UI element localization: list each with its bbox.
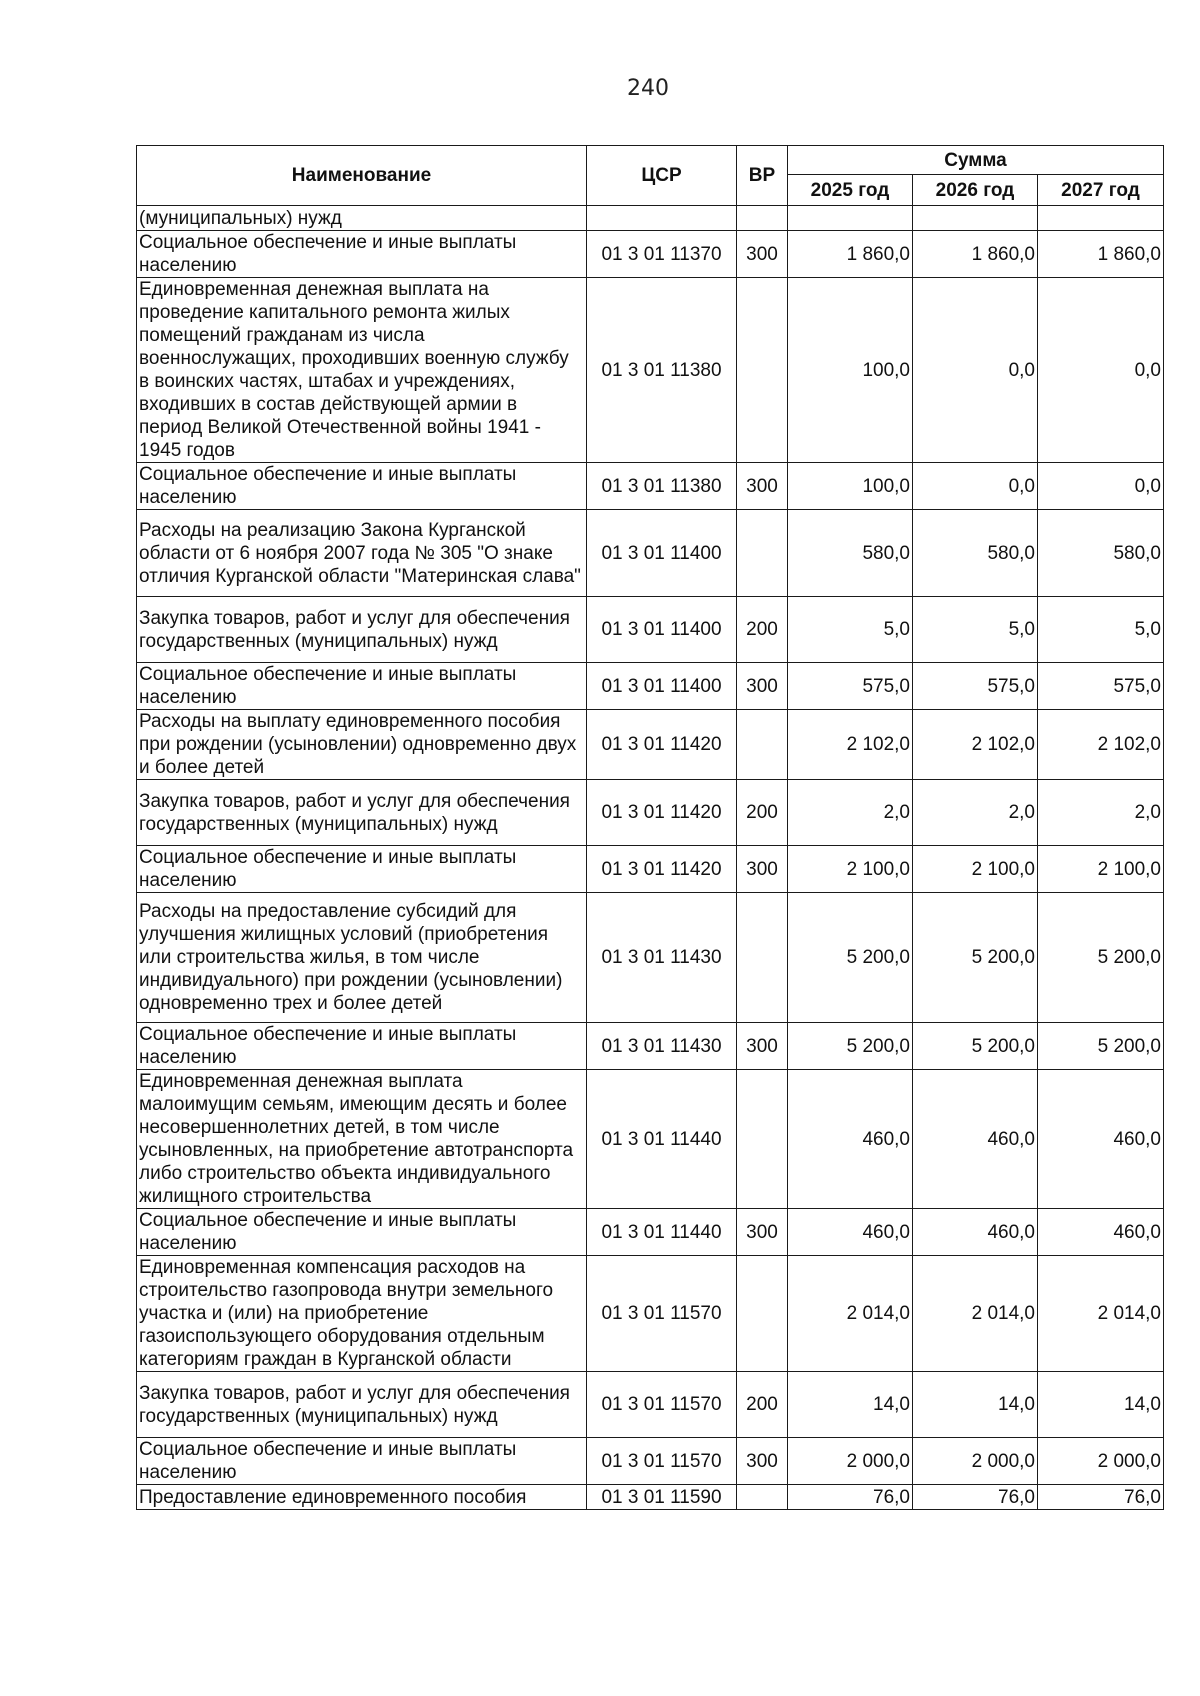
table-row	[137, 710, 1164, 780]
table-row	[137, 463, 1164, 510]
cell-2026: 2 100,0	[913, 846, 1038, 893]
cell-csr: 01 3 01 11430	[587, 893, 737, 1023]
cell-2025: 2 014,0	[788, 1256, 913, 1372]
page-number: 240	[627, 76, 669, 101]
table-header	[137, 146, 1164, 206]
table-row	[137, 1256, 1164, 1372]
cell-name: Закупка товаров, работ и услуг для обеспечения государственных (муниципальных) нужд	[137, 1372, 587, 1438]
cell-2025: 100,0	[788, 463, 913, 510]
cell-csr: 01 3 01 11400	[587, 510, 737, 597]
cell-csr: 01 3 01 11440	[587, 1209, 737, 1256]
cell-name: Единовременная компенсация расходов на строительство газопровода внутри земельного участка и (или) на приобретение газоиспользующего оборудования отдельным категориям граждан в Курганской области	[137, 1256, 587, 1372]
cell-name: Предоставление единовременного пособия	[137, 1485, 587, 1510]
cell-csr: 01 3 01 11380	[587, 278, 737, 463]
table-row	[137, 1372, 1164, 1438]
cell-2027: 0,0	[1038, 463, 1164, 510]
cell-name: Закупка товаров, работ и услуг для обеспечения государственных (муниципальных) нужд	[137, 597, 587, 663]
cell-vr: 300	[737, 1438, 788, 1485]
cell-csr: 01 3 01 11420	[587, 846, 737, 893]
cell-2027: 5 200,0	[1038, 1023, 1164, 1070]
cell-csr: 01 3 01 11430	[587, 1023, 737, 1070]
cell-2027: 580,0	[1038, 510, 1164, 597]
cell-2027: 1 860,0	[1038, 231, 1164, 278]
cell-2025: 2 102,0	[788, 710, 913, 780]
table-row	[137, 1209, 1164, 1256]
cell-2027: 2,0	[1038, 780, 1164, 846]
cell-2026: 0,0	[913, 278, 1038, 463]
cell-vr: 300	[737, 231, 788, 278]
cell-csr: 01 3 01 11380	[587, 463, 737, 510]
header-sum: Сумма	[788, 146, 1164, 175]
cell-2027: 2 000,0	[1038, 1438, 1164, 1485]
cell-vr: 300	[737, 1023, 788, 1070]
table-row	[137, 780, 1164, 846]
cell-vr	[737, 710, 788, 780]
cell-csr: 01 3 01 11400	[587, 597, 737, 663]
cell-name: Социальное обеспечение и иные выплаты населению	[137, 846, 587, 893]
cell-2027: 2 102,0	[1038, 710, 1164, 780]
cell-name: Социальное обеспечение и иные выплаты населению	[137, 1023, 587, 1070]
table-body	[137, 206, 1164, 1510]
cell-vr	[737, 893, 788, 1023]
cell-2025: 460,0	[788, 1070, 913, 1209]
cell-2025: 76,0	[788, 1485, 913, 1510]
header-vr: ВР	[737, 146, 788, 206]
cell-2025: 5 200,0	[788, 1023, 913, 1070]
cell-2026: 5,0	[913, 597, 1038, 663]
cell-2026: 1 860,0	[913, 231, 1038, 278]
cell-2026	[913, 206, 1038, 231]
cell-2027: 14,0	[1038, 1372, 1164, 1438]
cell-vr	[737, 278, 788, 463]
table-row	[137, 1485, 1164, 1510]
cell-name: Социальное обеспечение и иные выплаты населению	[137, 463, 587, 510]
cell-2025: 14,0	[788, 1372, 913, 1438]
cell-vr: 300	[737, 846, 788, 893]
cell-2027: 5 200,0	[1038, 893, 1164, 1023]
cell-2025: 2 000,0	[788, 1438, 913, 1485]
cell-name: (муниципальных) нужд	[137, 206, 587, 231]
table-row	[137, 846, 1164, 893]
cell-vr: 300	[737, 1209, 788, 1256]
table-row	[137, 206, 1164, 231]
cell-name: Социальное обеспечение и иные выплаты населению	[137, 231, 587, 278]
cell-name: Социальное обеспечение и иные выплаты населению	[137, 1209, 587, 1256]
cell-name: Единовременная денежная выплата на проведение капитального ремонта жилых помещений гражданам из числа военнослужащих, проходивших военную службу в воинских частях, штабах и учреждениях, входивших в состав действующей армии в период Великой Отечественной войны 1941 - 1945 годов	[137, 278, 587, 463]
cell-2026: 2 000,0	[913, 1438, 1038, 1485]
cell-2027: 575,0	[1038, 663, 1164, 710]
cell-2027: 0,0	[1038, 278, 1164, 463]
cell-vr: 200	[737, 1372, 788, 1438]
cell-csr: 01 3 01 11570	[587, 1256, 737, 1372]
cell-vr	[737, 1070, 788, 1209]
table-row	[137, 1070, 1164, 1209]
cell-vr: 200	[737, 780, 788, 846]
cell-csr: 01 3 01 11420	[587, 710, 737, 780]
cell-2026: 5 200,0	[913, 1023, 1038, 1070]
cell-name: Расходы на выплату единовременного пособия при рождении (усыновлении) одновременно двух и более детей	[137, 710, 587, 780]
cell-2026: 580,0	[913, 510, 1038, 597]
header-year-2025: 2025 год	[788, 175, 913, 206]
cell-vr: 300	[737, 463, 788, 510]
cell-2026: 76,0	[913, 1485, 1038, 1510]
cell-vr: 200	[737, 597, 788, 663]
cell-2025: 460,0	[788, 1209, 913, 1256]
cell-2026: 2 014,0	[913, 1256, 1038, 1372]
cell-csr	[587, 206, 737, 231]
cell-2026: 5 200,0	[913, 893, 1038, 1023]
cell-2025: 1 860,0	[788, 231, 913, 278]
cell-name: Расходы на реализацию Закона Курганской области от 6 ноября 2007 года № 305 "О знаке отличия Курганской области "Материнская слава"	[137, 510, 587, 597]
table-row	[137, 663, 1164, 710]
cell-csr: 01 3 01 11570	[587, 1438, 737, 1485]
cell-2026: 460,0	[913, 1070, 1038, 1209]
cell-name: Единовременная денежная выплата малоимущим семьям, имеющим десять и более несовершеннолетних детей, в том числе усыновленных, на приобретение автотранспорта либо строительство объекта индивидуального жилищного строительства	[137, 1070, 587, 1209]
cell-2027: 5,0	[1038, 597, 1164, 663]
header-year-2027: 2027 год	[1038, 175, 1164, 206]
cell-2025: 2 100,0	[788, 846, 913, 893]
cell-name: Расходы на предоставление субсидий для улучшения жилищных условий (приобретения или строительства жилья, в том числе индивидуального) при рождении (усыновлении) одновременно трех и более детей	[137, 893, 587, 1023]
table-row	[137, 510, 1164, 597]
cell-2025: 100,0	[788, 278, 913, 463]
cell-2025: 5,0	[788, 597, 913, 663]
cell-2026: 2 102,0	[913, 710, 1038, 780]
cell-csr: 01 3 01 11370	[587, 231, 737, 278]
cell-2025: 5 200,0	[788, 893, 913, 1023]
cell-name: Закупка товаров, работ и услуг для обеспечения государственных (муниципальных) нужд	[137, 780, 587, 846]
cell-2027	[1038, 206, 1164, 231]
budget-table	[136, 145, 1164, 1510]
cell-2026: 14,0	[913, 1372, 1038, 1438]
cell-2027: 76,0	[1038, 1485, 1164, 1510]
cell-csr: 01 3 01 11400	[587, 663, 737, 710]
cell-vr	[737, 1256, 788, 1372]
cell-vr	[737, 206, 788, 231]
cell-2026: 2,0	[913, 780, 1038, 846]
cell-vr: 300	[737, 663, 788, 710]
cell-csr: 01 3 01 11570	[587, 1372, 737, 1438]
cell-2026: 460,0	[913, 1209, 1038, 1256]
cell-2025: 2,0	[788, 780, 913, 846]
table-row	[137, 597, 1164, 663]
cell-2027: 460,0	[1038, 1070, 1164, 1209]
table-row	[137, 231, 1164, 278]
table-row	[137, 1023, 1164, 1070]
cell-name: Социальное обеспечение и иные выплаты населению	[137, 663, 587, 710]
cell-2027: 460,0	[1038, 1209, 1164, 1256]
header-csr: ЦСР	[587, 146, 737, 206]
cell-2027: 2 100,0	[1038, 846, 1164, 893]
cell-csr: 01 3 01 11590	[587, 1485, 737, 1510]
header-name: Наименование	[137, 146, 587, 206]
cell-vr	[737, 1485, 788, 1510]
cell-2025	[788, 206, 913, 231]
header-year-2026: 2026 год	[913, 175, 1038, 206]
table-row	[137, 893, 1164, 1023]
cell-2025: 580,0	[788, 510, 913, 597]
cell-2026: 0,0	[913, 463, 1038, 510]
table-row	[137, 1438, 1164, 1485]
cell-2027: 2 014,0	[1038, 1256, 1164, 1372]
cell-vr	[737, 510, 788, 597]
cell-csr: 01 3 01 11440	[587, 1070, 737, 1209]
cell-name: Социальное обеспечение и иные выплаты населению	[137, 1438, 587, 1485]
cell-2025: 575,0	[788, 663, 913, 710]
table-row	[137, 278, 1164, 463]
cell-csr: 01 3 01 11420	[587, 780, 737, 846]
cell-2026: 575,0	[913, 663, 1038, 710]
